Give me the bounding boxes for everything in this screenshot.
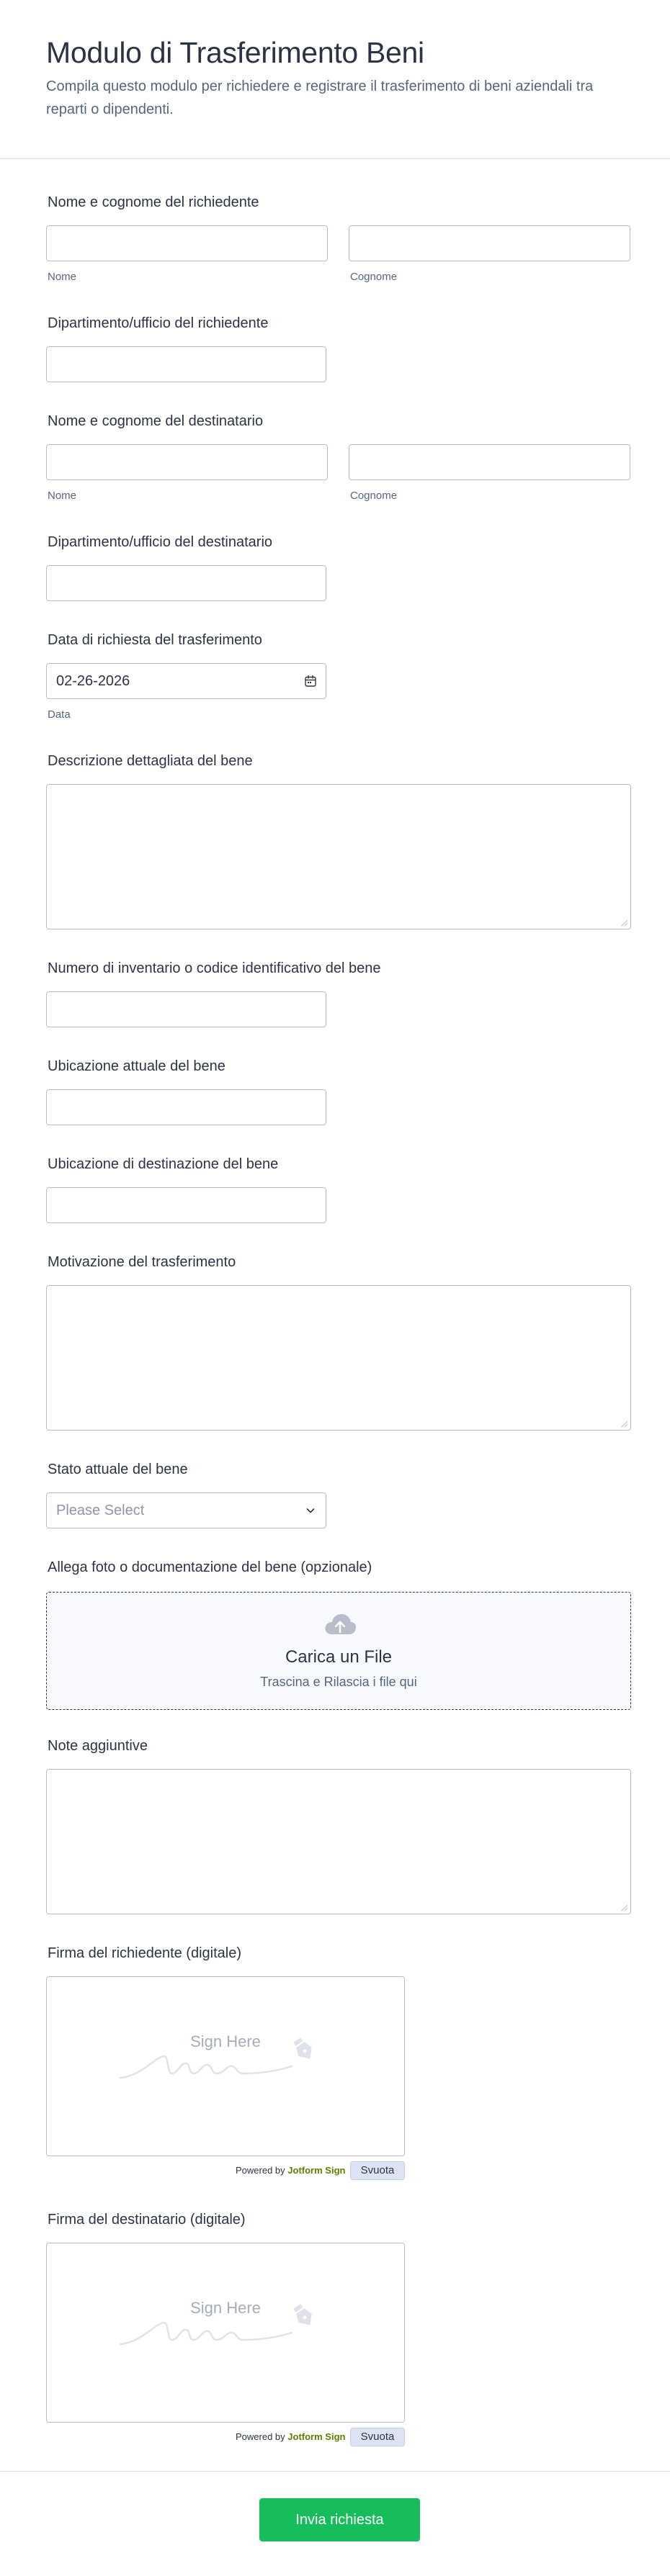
submit-button[interactable]: Invia richiesta [259,2498,420,2541]
resize-grip-icon[interactable] [620,1419,628,1428]
request-date-label: Data di richiesta del trasferimento [48,632,262,648]
asset-condition-placeholder: Please Select [56,1503,145,1518]
requester-signature-pad[interactable] [46,1976,405,2156]
asset-condition-label: Stato attuale del bene [48,1462,188,1477]
recipient-powered-by [236,2431,345,2442]
resize-grip-icon[interactable] [620,918,628,927]
recipient-last-name-sublabel: Cognome [350,490,398,502]
chevron-down-icon[interactable] [304,1504,317,1517]
recipient-last-name-input[interactable] [349,444,630,480]
inventory-code-input[interactable] [46,991,326,1027]
requester-last-name-sublabel: Cognome [350,271,398,283]
requester-first-name-input[interactable] [46,225,328,261]
recipient-name-label: Nome e cognome del destinatario [48,413,264,429]
requester-signature-label: Firma del richiedente (digitale) [48,1945,242,1961]
destination-location-input[interactable] [46,1187,326,1223]
requester-first-name-sublabel: Nome [48,271,77,283]
requester-signature-clear-button[interactable]: Svuota [350,2161,405,2180]
upload-title: Carica un File [285,1647,393,1667]
resize-grip-icon[interactable] [620,1903,628,1911]
requester-powered-by [236,2165,345,2176]
form-title: Modulo di Trasferimento Beni [46,36,424,69]
current-location-input[interactable] [46,1089,326,1125]
recipient-signature-label: Firma del destinatario (digitale) [48,2212,246,2228]
recipient-dept-input[interactable] [46,565,326,601]
attachments-label: Allega foto o documentazione del bene (opzionale) [48,1559,372,1575]
powered-prefix: Powered by [236,2431,285,2442]
request-date-sublabel: Data [48,708,71,721]
reason-label: Motivazione del trasferimento [48,1254,236,1270]
recipient-first-name-sublabel: Nome [48,490,77,502]
powered-brand: Jotform Sign [287,2165,346,2176]
file-upload-dropzone[interactable] [46,1592,631,1710]
destination-location-label: Ubicazione di destinazione del bene [48,1156,279,1172]
asset-description-label: Descrizione dettagliata del bene [48,753,253,769]
request-date-input[interactable] [46,663,326,699]
asset-description-textarea[interactable] [46,784,631,929]
current-location-label: Ubicazione attuale del bene [48,1058,225,1074]
upload-subtitle: Trascina e Rilascia i file qui [260,1675,417,1689]
recipient-first-name-input[interactable] [46,444,328,480]
cloud-upload-icon [323,1611,357,1637]
asset-condition-select[interactable] [46,1492,326,1528]
calendar-icon[interactable] [304,675,317,688]
powered-prefix: Powered by [236,2165,285,2176]
requester-signature-placeholder: Sign Here [190,2032,261,2050]
footer-divider [0,2471,670,2472]
notes-label: Note aggiuntive [48,1738,148,1754]
recipient-signature-clear-button[interactable]: Svuota [350,2428,405,2446]
requester-dept-label: Dipartimento/ufficio del richiedente [48,315,269,331]
recipient-signature-placeholder: Sign Here [190,2299,261,2317]
recipient-dept-label: Dipartimento/ufficio del destinatario [48,534,273,550]
powered-brand: Jotform Sign [287,2431,346,2442]
requester-dept-input[interactable] [46,346,326,382]
requester-last-name-input[interactable] [349,225,630,261]
form-subtitle: Compila questo modulo per richiedere e registrare il trasferimento di beni aziendali tra reparti o dipendenti. [46,78,594,117]
reason-textarea[interactable] [46,1285,631,1431]
recipient-signature-pad[interactable] [46,2243,405,2423]
notes-textarea[interactable] [46,1769,631,1914]
inventory-code-label: Numero di inventario o codice identificativo del bene [48,960,381,976]
form-header [0,0,670,159]
request-date-value: 02-26-2026 [56,673,130,689]
requester-name-label: Nome e cognome del richiedente [48,194,259,210]
